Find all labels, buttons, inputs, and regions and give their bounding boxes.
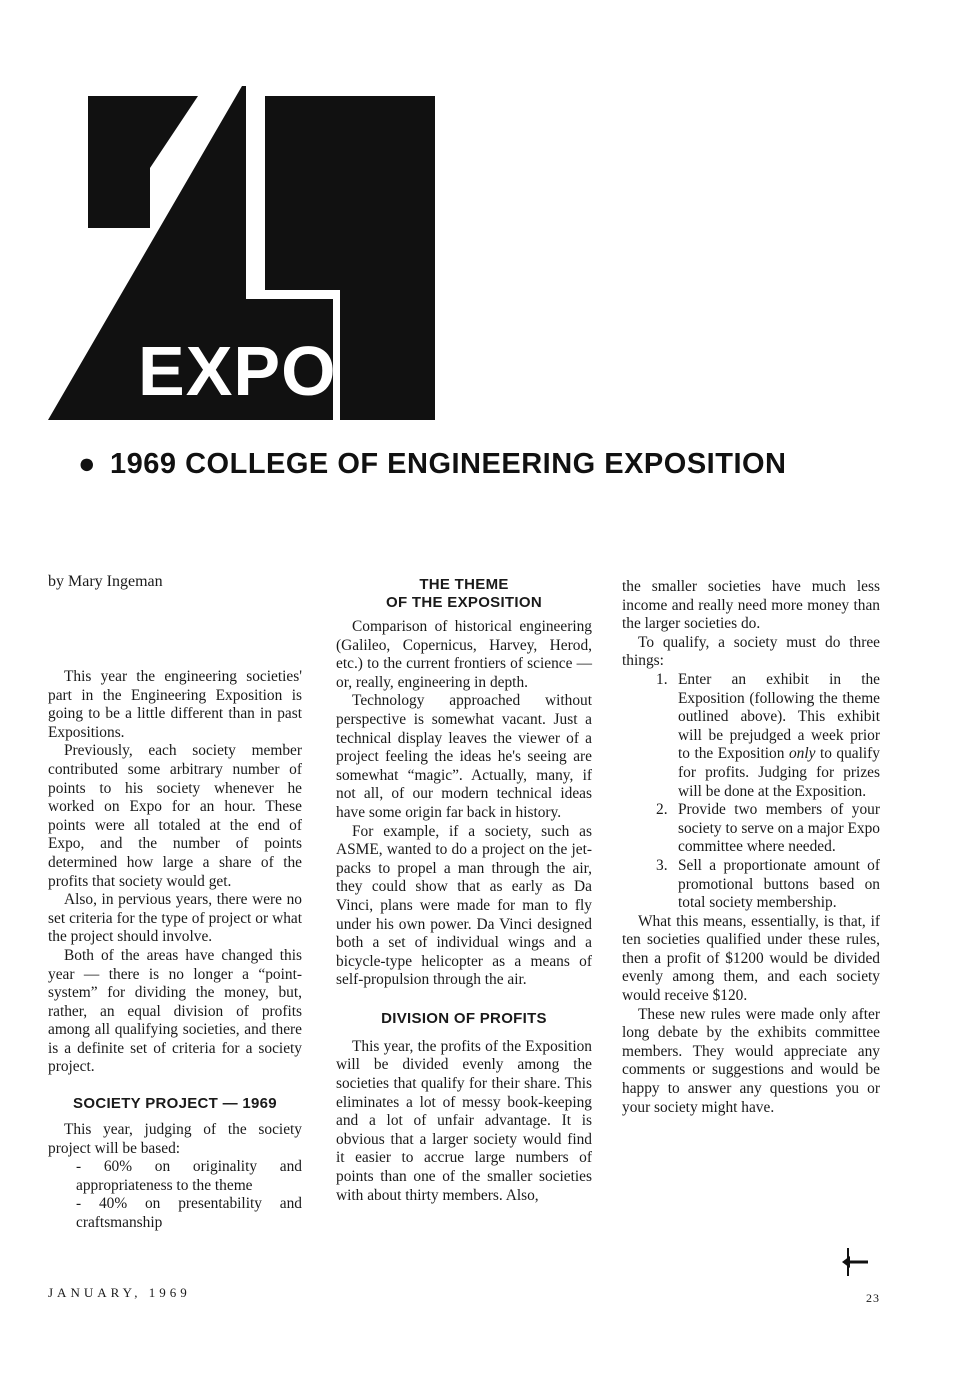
step-number: 2. — [656, 801, 668, 819]
col1-section-intro: This year, judging of the society project will be based: — [48, 1121, 302, 1157]
col1-paragraph: This year the engineering societies' part in the Engineering Exposition is going to be a little different than in past Expositions. — [48, 668, 302, 741]
byline: by Mary Ingeman — [48, 573, 163, 590]
headline — [78, 448, 958, 481]
criteria-item: - 60% on originality and appropriateness to the theme — [76, 1158, 302, 1194]
end-mark-icon — [840, 1242, 870, 1278]
col3-lead: the smaller societies have much less income and really need more money than the larger societies do. — [622, 578, 880, 633]
column-1 — [48, 668, 302, 1233]
col2-paragraph: For example, if a society, such as ASME, wanted to do a project on the jet-packs to propel a man through the air, they could show that as early as Da Vinci, plans were made for man to fly under his own power. Da Vinci designed both a set of individual wings and a bicycle-type helicopter as a means of self-propulsion through the air. — [336, 822, 592, 989]
step-text: Provide two members of your society to serve on a major Expo committee where needed. — [678, 801, 880, 856]
section-heading-division-of-profits: DIVISION OF PROFITS — [381, 1009, 547, 1027]
step-text: Enter an exhibit in the Exposition (following the theme outlined above). This exhibit will be prejudged a week prior to the Exposition — [678, 670, 880, 763]
step-text: Sell a proportionate amount of promotional buttons based on total society membership. — [678, 856, 880, 912]
qualify-step — [622, 857, 880, 913]
criteria-list — [76, 1158, 302, 1232]
section-heading-theme-line2: OF THE EXPOSITION — [386, 594, 542, 611]
logo-word: EXPO — [138, 332, 337, 410]
col1-paragraph: Both of the areas have changed this year — there is no longer a “point-system” for dividing the money, but, rather, an equal division of profits among all qualifying societies, and there is a definite set of criteria for a society project. — [48, 946, 302, 1076]
qualify-steps — [622, 671, 880, 913]
footer-date: JANUARY, 1969 — [48, 1285, 191, 1300]
col3-paragraph: These new rules were made only after long debate by the exhibits committee members. They would appreciate any comments or suggestions and would be happy to answer any questions you or your society might have. — [622, 1005, 880, 1116]
col1-paragraph: Also, in pervious years, there were no set criteria for the type of project or what the project should involve. — [48, 891, 302, 946]
qualify-step — [622, 801, 880, 857]
col2-section-paragraph: This year, the profits of the Exposition will be divided evenly among the societies that qualify for their share. This eliminates a lot of messy book-keeping and a lot of unfair advantage. It is obvious that a larger society would find it easier to accrue large numbers of points than one of the smaller societies with about thirty members. Also, — [336, 1037, 592, 1204]
step-emphasis: only — [788, 745, 816, 763]
step-text-end: to qualify for profits. Judging for prizes will be done at the Exposition. — [678, 745, 881, 800]
section-heading-theme — [336, 576, 592, 612]
col1-paragraph: Previously, each society member contributed some arbitrary number of points to his society whenever he worked on Expo for an hour. These points were all totaled at the end of Expo, and the number of points determined how large a share of the profits that society would get. — [48, 742, 302, 890]
col2-paragraph: Comparison of historical engineering (Galileo, Copernicus, Harvey, Herod, etc.) to the current frontiers of science — or, really, engineering in depth. — [336, 618, 592, 691]
column-3 — [622, 578, 880, 1117]
headline-bullet: ● — [78, 448, 97, 480]
col3-paragraph: What this means, essentially, is that, if ten societies qualified under these rules, then a profit of $1200 would be divided evenly among them, and each society would receive $120. — [622, 912, 880, 1005]
criteria-item: - 40% on presentability and craftsmanship — [76, 1195, 302, 1232]
step-number: 3. — [656, 856, 668, 874]
expo-logo — [0, 0, 978, 430]
col3-qualify-intro: To qualify, a society must do three things: — [622, 633, 880, 670]
section-heading-society-project: SOCIETY PROJECT — 1969 — [73, 1095, 277, 1113]
headline-text: 1969 COLLEGE OF ENGINEERING EXPOSITION — [110, 448, 787, 480]
step-number: 1. — [656, 670, 668, 688]
col2-paragraph: Technology approached without perspective is somewhat vacant. Just a technical display leaves the viewer of a project feeling the ideas he's seeing are somewhat “magic”. Actually, many, if not all, of our modern technical ideas have some origin far back in history. — [336, 692, 592, 821]
qualify-step — [622, 671, 880, 801]
page-number: 23 — [866, 1291, 880, 1305]
column-2 — [336, 576, 592, 1205]
section-heading-theme-line1: THE THEME — [419, 576, 509, 593]
